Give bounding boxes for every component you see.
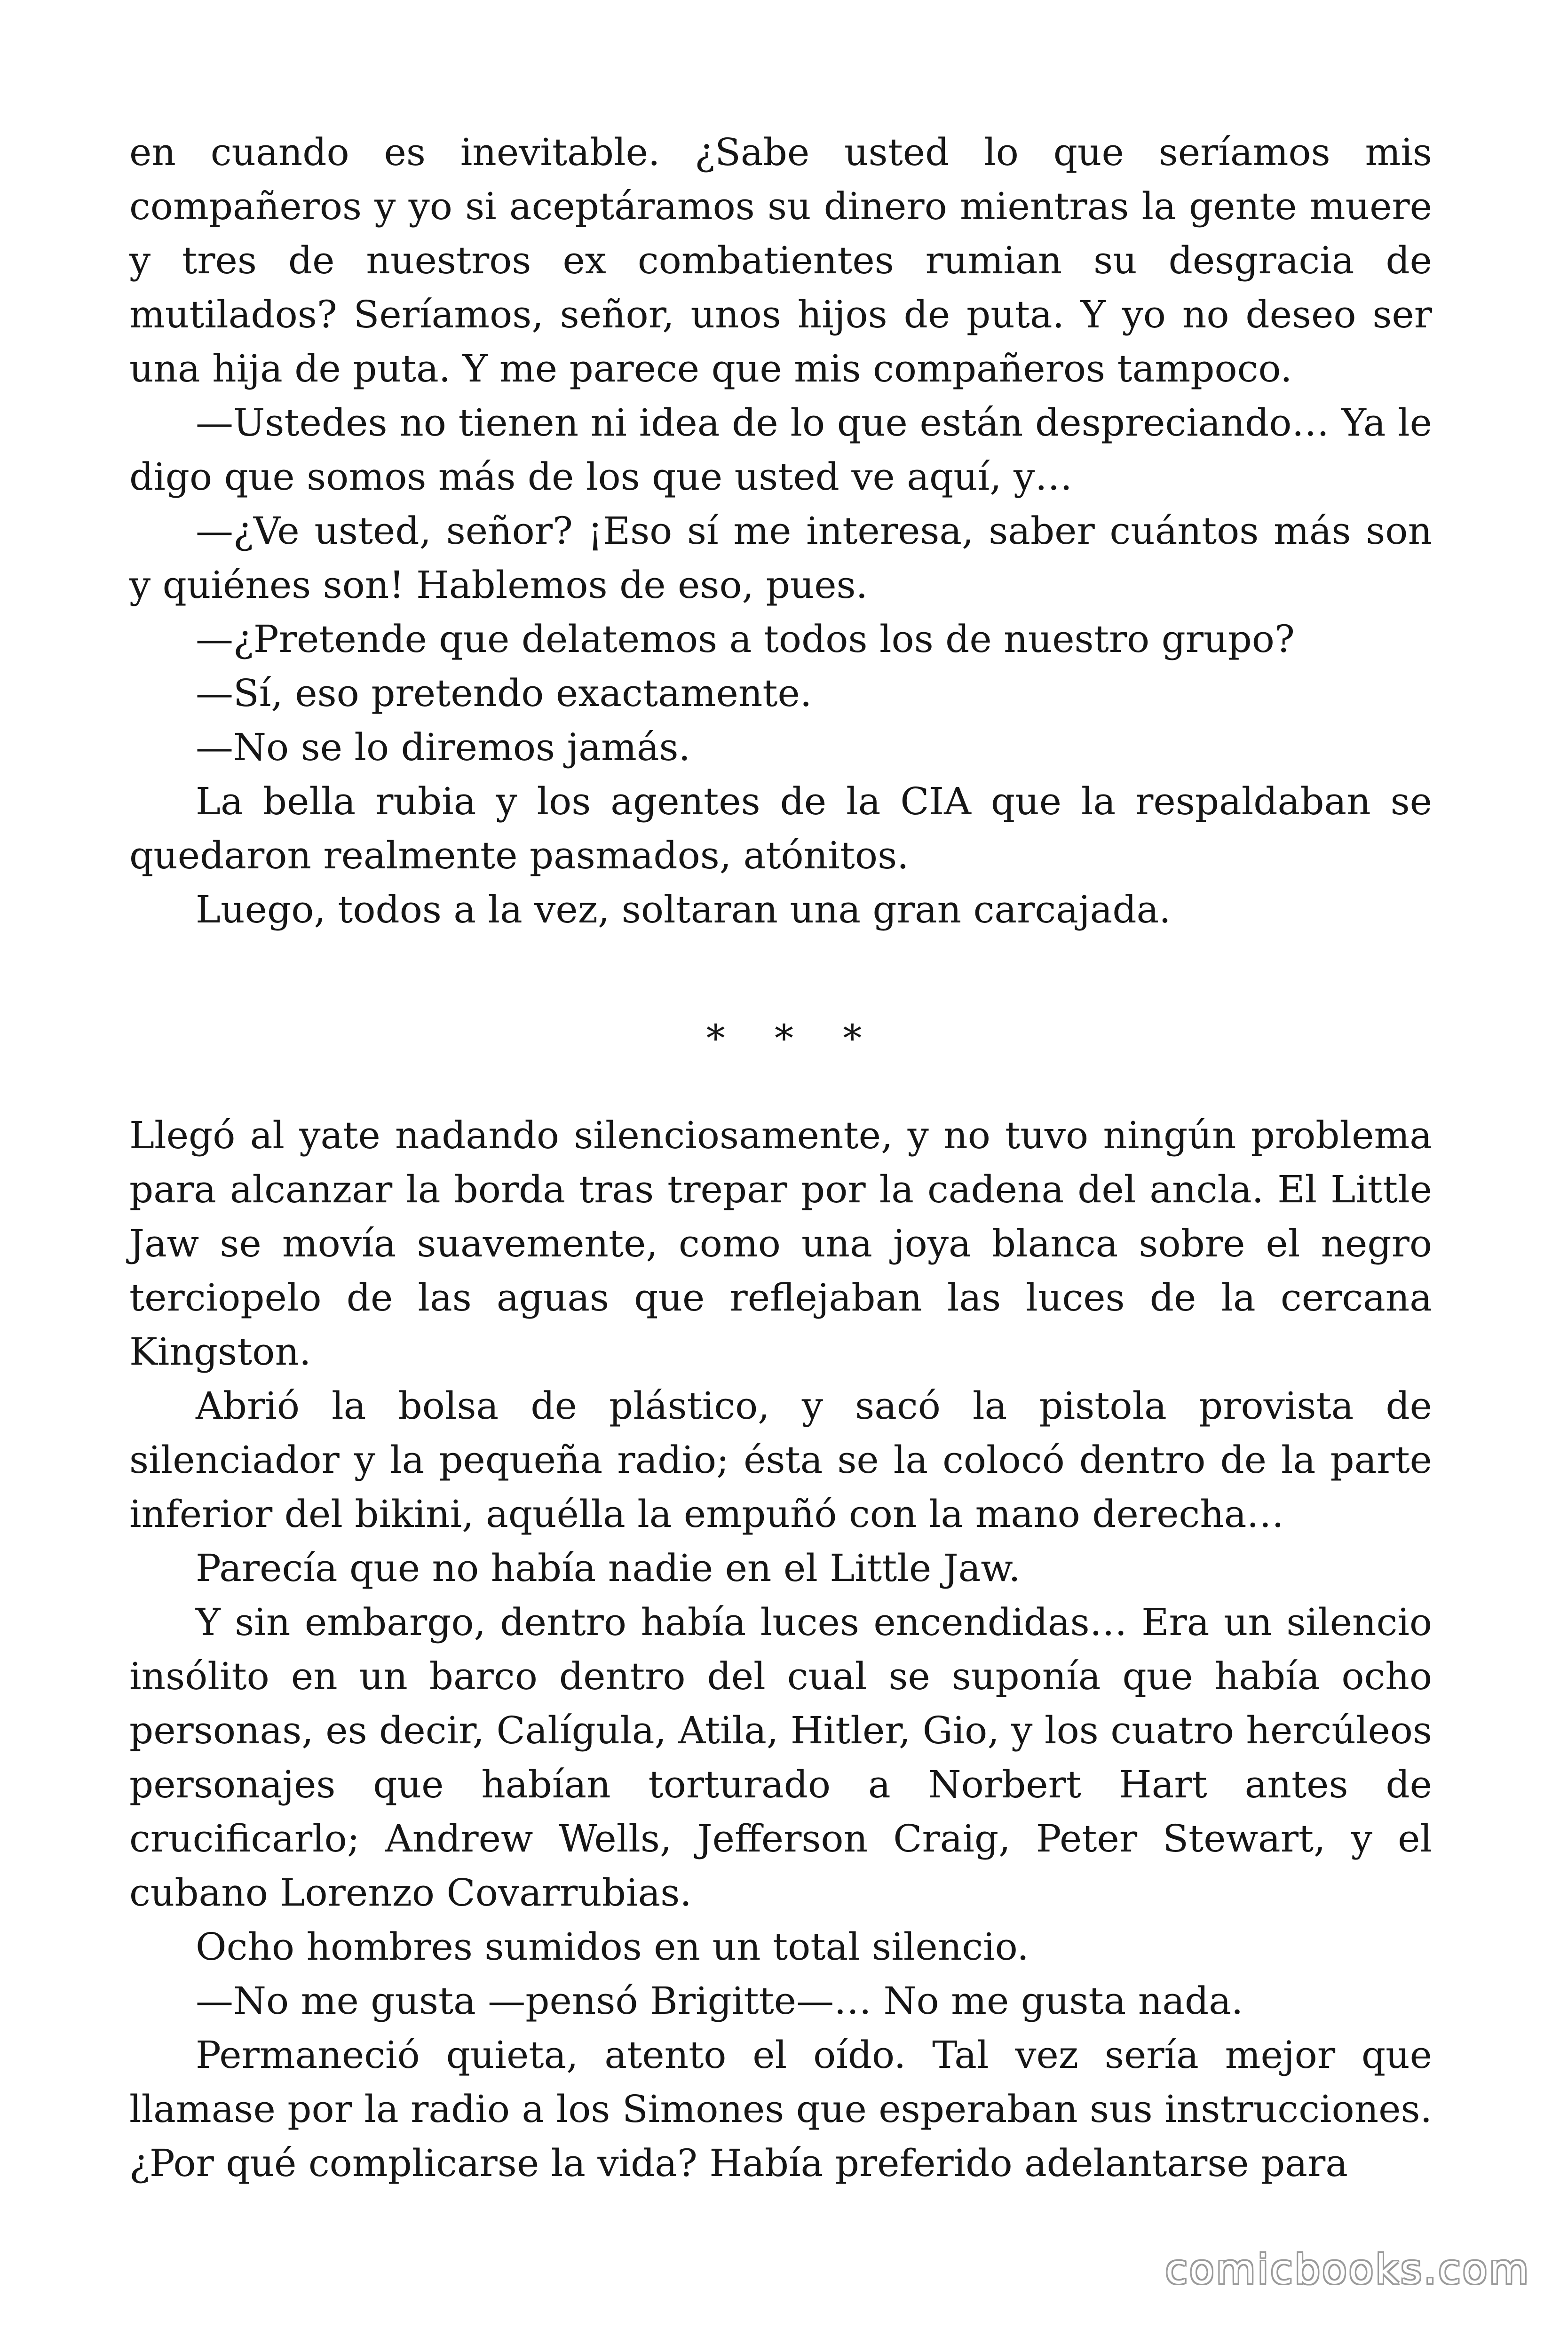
paragraph: Luego, todos a la vez, soltaran una gran carcajada. <box>196 888 1171 931</box>
text-block-top <box>129 125 1432 937</box>
paragraph: —Ustedes no tienen ni idea de lo que están despreciando… Ya le digo que somos más de los que usted ve aquí, y… <box>129 401 1432 499</box>
paragraph: Abrió la bolsa de plástico, y sacó la pistola provista de silenciador y la pequeña radio; ésta se la colocó dentro de la parte inferior del bikini, aquélla la empuñó con la mano derecha… <box>129 1384 1432 1536</box>
paragraph: en cuando es inevitable. ¿Sabe usted lo que seríamos mis compañeros y yo si aceptáramos su dinero mientras la gente muere y tres de nuestros ex combatientes rumian su desgracia de mutilados? Seríamos, señor, unos hijos de puta. Y yo no deseo ser una hija de puta. Y me parece que mis compañeros tampoco. <box>129 130 1432 390</box>
text-block-bottom <box>129 1108 1432 2190</box>
paragraph: —Sí, eso pretendo exactamente. <box>196 671 812 715</box>
paragraph: Y sin embargo, dentro había luces encendidas… Era un silencio insólito en un barco dentro del cual se suponía que había ocho personas, es decir, Calígula, Atila, Hitler, Gio, y los cuatro hercúleos personajes que habían torturado a Norbert Hart antes de crucificarlo; Andrew Wells, Jefferson Craig, Peter Stewart, y el cubano Lorenzo Covarrubias. <box>129 1600 1432 1915</box>
paragraph: —¿Pretende que delatemos a todos los de nuestro grupo? <box>196 617 1295 661</box>
watermark-logo: comicbooks.com <box>1165 2246 1530 2293</box>
paragraph: —¿Ve usted, señor? ¡Eso sí me interesa, saber cuántos más son y quiénes son! Hablemos de eso, pues. <box>129 509 1432 607</box>
section-separator: * * * <box>706 1017 881 1060</box>
paragraph: Ocho hombres sumidos en un total silencio. <box>196 1925 1029 1969</box>
paragraph: Parecía que no había nadie en el Little Jaw. <box>196 1546 1021 1590</box>
paragraph: La bella rubia y los agentes de la CIA que la respaldaban se quedaron realmente pasmados, atónitos. <box>129 779 1432 877</box>
paragraph: —No se lo diremos jamás. <box>196 725 691 769</box>
paragraph: Llegó al yate nadando silenciosamente, y no tuvo ningún problema para alcanzar la borda tras trepar por la cadena del ancla. El Little Jaw se movía suavemente, como una joya blanca sobre el negro terciopelo de las aguas que reflejaban las luces de la cercana Kingston. <box>129 1113 1432 1374</box>
paragraph: Permaneció quieta, atento el oído. Tal vez sería mejor que llamase por la radio a los Simones que esperaban sus instrucciones. ¿Por qué complicarse la vida? Había preferido adelantarse para <box>129 2033 1432 2185</box>
paragraph: —No me gusta —pensó Brigitte—… No me gusta nada. <box>196 1979 1243 2023</box>
